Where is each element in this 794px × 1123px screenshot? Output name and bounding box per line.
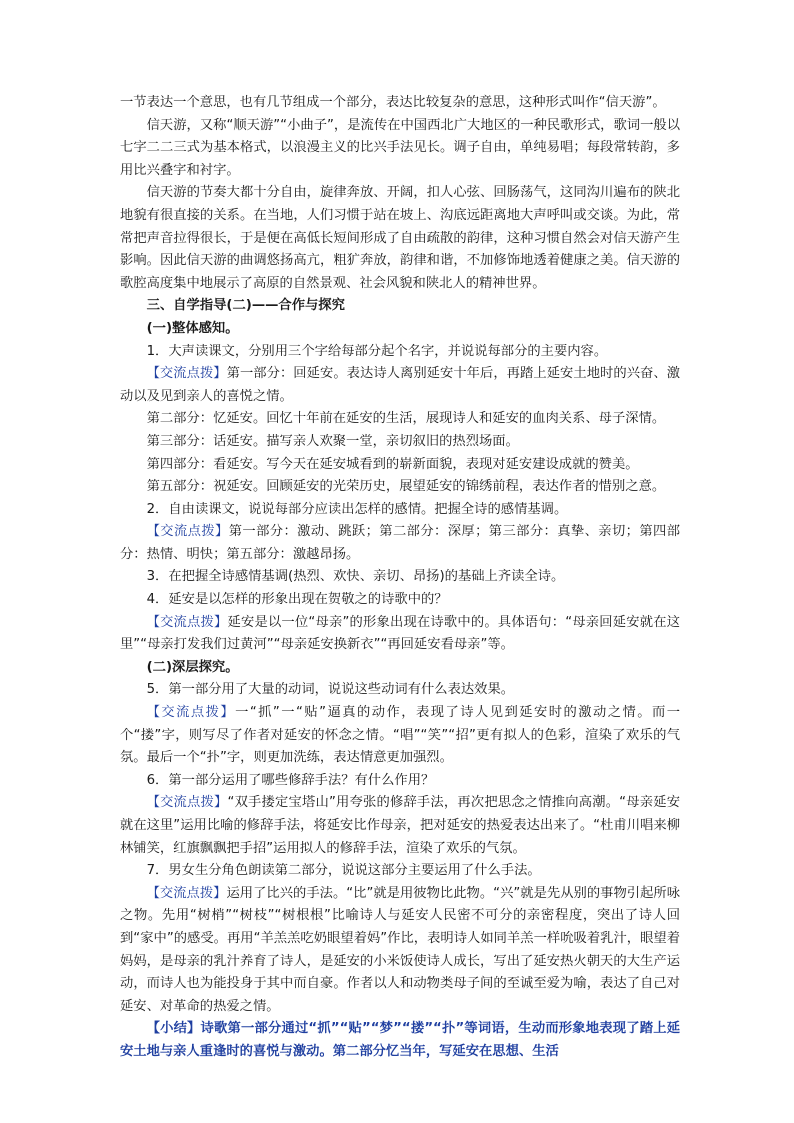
heading-text: 三、自学指导(二)——合作与探究 — [146, 298, 345, 314]
paragraph-text: 一节表达一个意思，也有几节组成一个部分，表达比较复杂的意思，这种形式叫作“信天游”。 — [120, 95, 666, 110]
question-5 — [120, 679, 680, 702]
question-text: 4．延安是以怎样的形象出现在贺敬之的诗歌中的？ — [146, 592, 448, 608]
answer-text: 一“抓”一“贴”逼真的动作，表现了诗人见到延安时的激动之情。而一个“搂”字，则写尽了作者对延安的怀念之情。“唱”“笑”“招”更有拟人的色彩，渲染了欢乐的气氛。最后一个“扑”字，则更加洗练，表达情意更加强烈。 — [120, 705, 680, 766]
heading-text: (一)整体感知。 — [146, 320, 239, 336]
subheading-deep — [120, 657, 680, 680]
answer-1-part-3 — [120, 431, 680, 454]
subheading-overall — [120, 318, 680, 341]
answer-tag: 【交流点拨】 — [146, 885, 227, 901]
question-6 — [120, 770, 680, 793]
summary-paragraph — [120, 1018, 680, 1063]
section-heading-3 — [120, 295, 680, 318]
answer-text: 第五部分：祝延安。回顾延安的光荣历史，展望延安的锦绣前程，表达作者的惜别之意。 — [146, 479, 666, 495]
answer-text: 延安是以一位“母亲”的形象出现在诗歌中的。具体语句：“母亲回延安就在这里”“母亲打发我们过黄河”“母亲延安换新衣”“再回延安看母亲”等。 — [120, 614, 681, 653]
answer-1 — [120, 363, 680, 408]
answer-tag: 【交流点拨】 — [146, 524, 229, 540]
paragraph-text: 信天游，又称“顺天游”“小曲子”，是流传在中国西北广大地区的一种民歌形式，歌词一般以七字二二三式为基本格式，以浪漫主义的比兴手法见长。调子自由，单纯易唱；每段常转韵，多用比兴叠字和衬字。 — [120, 117, 680, 178]
answer-1-part-2 — [120, 408, 680, 431]
answer-2 — [120, 521, 680, 566]
answer-text: 第一部分：回延安。表达诗人离别延安十年后，再踏上延安土地时的兴奋、激动以及见到亲人的喜悦之情。 — [120, 366, 681, 404]
intro-paragraph — [120, 92, 680, 115]
answer-text: 第四部分：看延安。写今天在延安城看到的崭新面貌，表现对延安建设成就的赞美。 — [146, 456, 639, 472]
question-text: 2．自由读课文，说说每部分应读出怎样的感情。把握全诗的感情基调。 — [146, 501, 568, 517]
answer-1-part-5 — [120, 476, 680, 499]
answer-text: 第三部分：话延安。描写亲人欢聚一堂，亲切叙旧的热烈场面。 — [146, 433, 519, 449]
answer-text: 运用了比兴的手法。“比”就是用彼物比此物。“兴”就是先从别的事物引起所咏之物。先用“树梢”“树枝”“树根根”比喻诗人与延安人民密不可分的亲密程度，突出了诗人回到“家中”的感受。再用“羊羔羔吃奶眼望着妈”作比，表明诗人如同羊羔一样吮吸着乳汁，眼望着妈妈，是母亲的乳汁养育了诗人，是延安的小米饭使诗人成长，写出了延安热火朝天的大生产运动，而诗人也为能投身于其中而自豪。作者以人和动物类母子间的至诚至爱为喻，表达了自己对延安、对革命的热爱之情。 — [120, 885, 681, 1014]
question-2 — [120, 499, 680, 522]
question-1 — [120, 341, 680, 364]
answer-text: “双手搂定宝塔山”用夸张的修辞手法，再次把思念之情推向高潮。“母亲延安就在这里”运用比喻的修辞手法，将延安比作母亲，把对延安的热爱表达出来了。“杜甫川唱来柳林铺笑，红旗飘飘把手招”运用拟人的修辞手法，渲染了欢乐的气氛。 — [120, 795, 681, 856]
question-text: 3．在把握全诗感情基调(热烈、欢快、亲切、昂扬)的基础上齐读全诗。 — [146, 569, 565, 585]
question-7 — [120, 860, 680, 883]
question-3 — [120, 566, 680, 589]
answer-6 — [120, 792, 680, 860]
summary-text: 【小结】诗歌第一部分通过“抓”“贴”“梦”“搂”“扑”等词语，生动而形象地表现了踏上延安土地与亲人重逢时的喜悦与激动。第二部分忆当年，写延安在思想、生活 — [120, 1021, 680, 1059]
question-text: 6．第一部分运用了哪些修辞手法？有什么作用？ — [146, 772, 435, 788]
answer-text: 第一部分：激动、跳跃；第二部分：深厚；第三部分：真挚、亲切；第四部分：热情、明快；第五部分：激越昂扬。 — [120, 524, 681, 562]
answer-text: 第二部分：忆延安。回忆十年前在延安的生活，展现诗人和延安的血肉关系、母子深情。 — [146, 411, 666, 427]
question-text: 1．大声读课文，分别用三个字给每部分起个名字，并说说每部分的主要内容。 — [146, 343, 608, 359]
question-4 — [120, 589, 680, 612]
answer-4 — [120, 612, 680, 657]
answer-tag: 【交流点拨】 — [146, 614, 228, 630]
paragraph-text: 信天游的节奏大都十分自由，旋律奔放、开阔，扣人心弦、回肠荡气，这同沟川遍布的陕北地貌有很直接的关系。在当地，人们习惯于站在坡上、沟底远距离地大声呼叫或交谈。为此，常常把声音拉得很长，于是便在高低长短间形成了自由疏散的韵律，这种习惯自然会对信天游产生影响。因此信天游的曲调悠扬高亢，粗犷奔放，韵律和谐，不加修饰地透着健康之美。信天游的歌腔高度集中地展示了高原的自然景观、社会风貌和陕北人的精神世界。 — [120, 185, 680, 291]
answer-tag: 【交流点拨】 — [146, 795, 228, 811]
answer-1-part-4 — [120, 454, 680, 477]
answer-tag: 【交流点拨】 — [146, 705, 236, 721]
paragraph-xintianyou-definition — [120, 115, 680, 183]
question-text: 5．第一部分用了大量的动词，说说这些动词有什么表达效果。 — [146, 682, 515, 698]
answer-7 — [120, 883, 680, 1019]
answer-tag: 【交流点拨】 — [146, 366, 227, 382]
heading-text: (二)深层探究。 — [146, 659, 239, 675]
document-body — [120, 92, 680, 1064]
answer-5 — [120, 702, 680, 770]
question-text: 7．男女生分角色朗读第二部分，说说这部分主要运用了什么手法。 — [146, 863, 541, 879]
paragraph-xintianyou-rhythm — [120, 182, 680, 295]
